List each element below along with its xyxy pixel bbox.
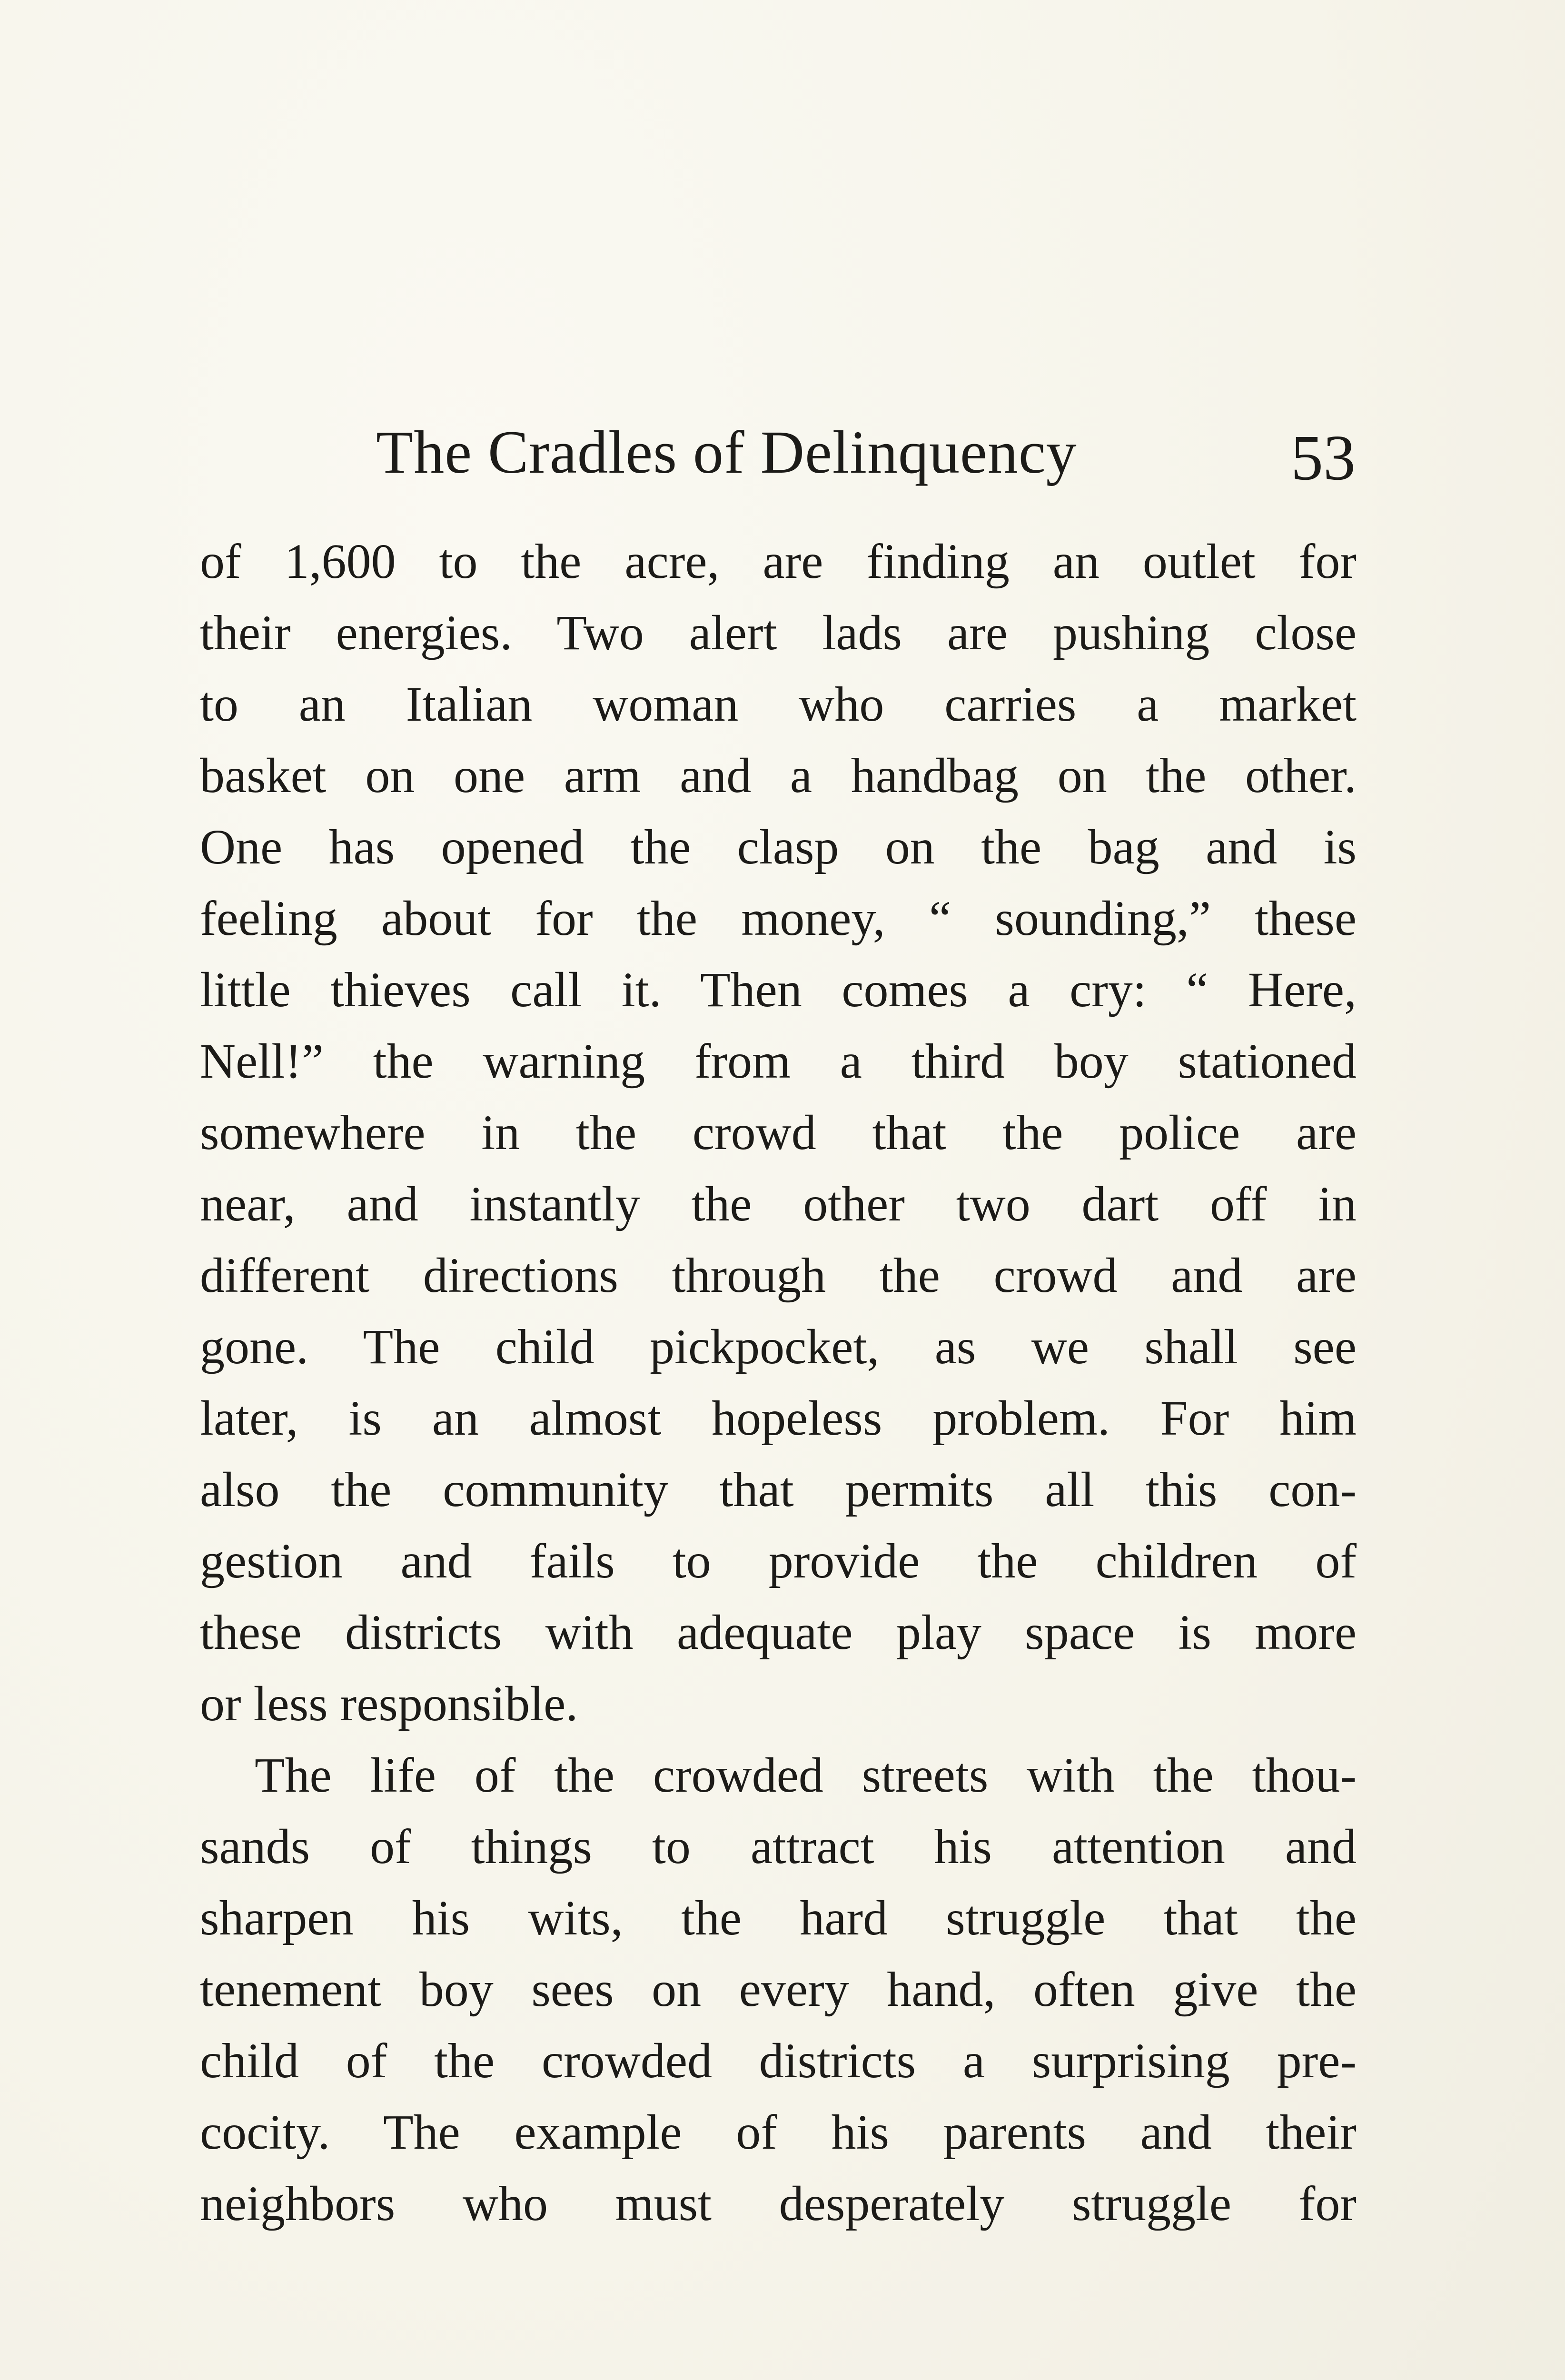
text-line: their energies. Two alert lads are pushing close <box>200 605 1357 660</box>
text-line: of 1,600 to the acre, are finding an outlet for <box>200 534 1357 589</box>
text-line: different directions through the crowd and are <box>200 1248 1357 1303</box>
text-line: gestion and fails to provide the children of <box>200 1534 1357 1588</box>
text-line: gone. The child pickpocket, as we shall see <box>200 1319 1357 1374</box>
running-head <box>0 409 1565 495</box>
text-line: little thieves call it. Then comes a cry: “ Here, <box>200 962 1357 1017</box>
text-line: child of the crowded districts a surprising pre- <box>200 2033 1357 2088</box>
text-line: somewhere in the crowd that the police are <box>200 1105 1357 1160</box>
text-line: basket on one arm and a handbag on the other. <box>200 748 1357 803</box>
text-line: these districts with adequate play space is more <box>200 1605 1357 1660</box>
text-line: Nell!” the warning from a third boy stationed <box>200 1034 1357 1089</box>
chapter-title: The Cradles of Delinquency <box>376 418 1077 486</box>
page-number: 53 <box>1291 422 1356 494</box>
text-line: to an Italian woman who carries a market <box>200 677 1357 732</box>
text-line: also the community that permits all this con- <box>200 1462 1357 1517</box>
text-line: feeling about for the money, “ sounding,” these <box>200 891 1357 946</box>
text-line: later, is an almost hopeless problem. For him <box>200 1391 1357 1446</box>
text-line: sands of things to attract his attention and <box>200 1819 1357 1874</box>
text-line: One has opened the clasp on the bag and is <box>200 820 1357 874</box>
text-line: near, and instantly the other two dart off in <box>200 1177 1357 1231</box>
body-text <box>200 526 1357 2240</box>
text-line: sharpen his wits, the hard struggle that the <box>200 1891 1357 1945</box>
text-line: neighbors who must desperately struggle for <box>200 2176 1357 2231</box>
text-line: The life of the crowded streets with the thou- <box>255 1748 1357 1803</box>
text-line: tenement boy sees on every hand, often give the <box>200 1962 1357 2017</box>
text-line: or less responsible. <box>200 1676 578 1731</box>
text-line: cocity. The example of his parents and their <box>200 2105 1357 2160</box>
